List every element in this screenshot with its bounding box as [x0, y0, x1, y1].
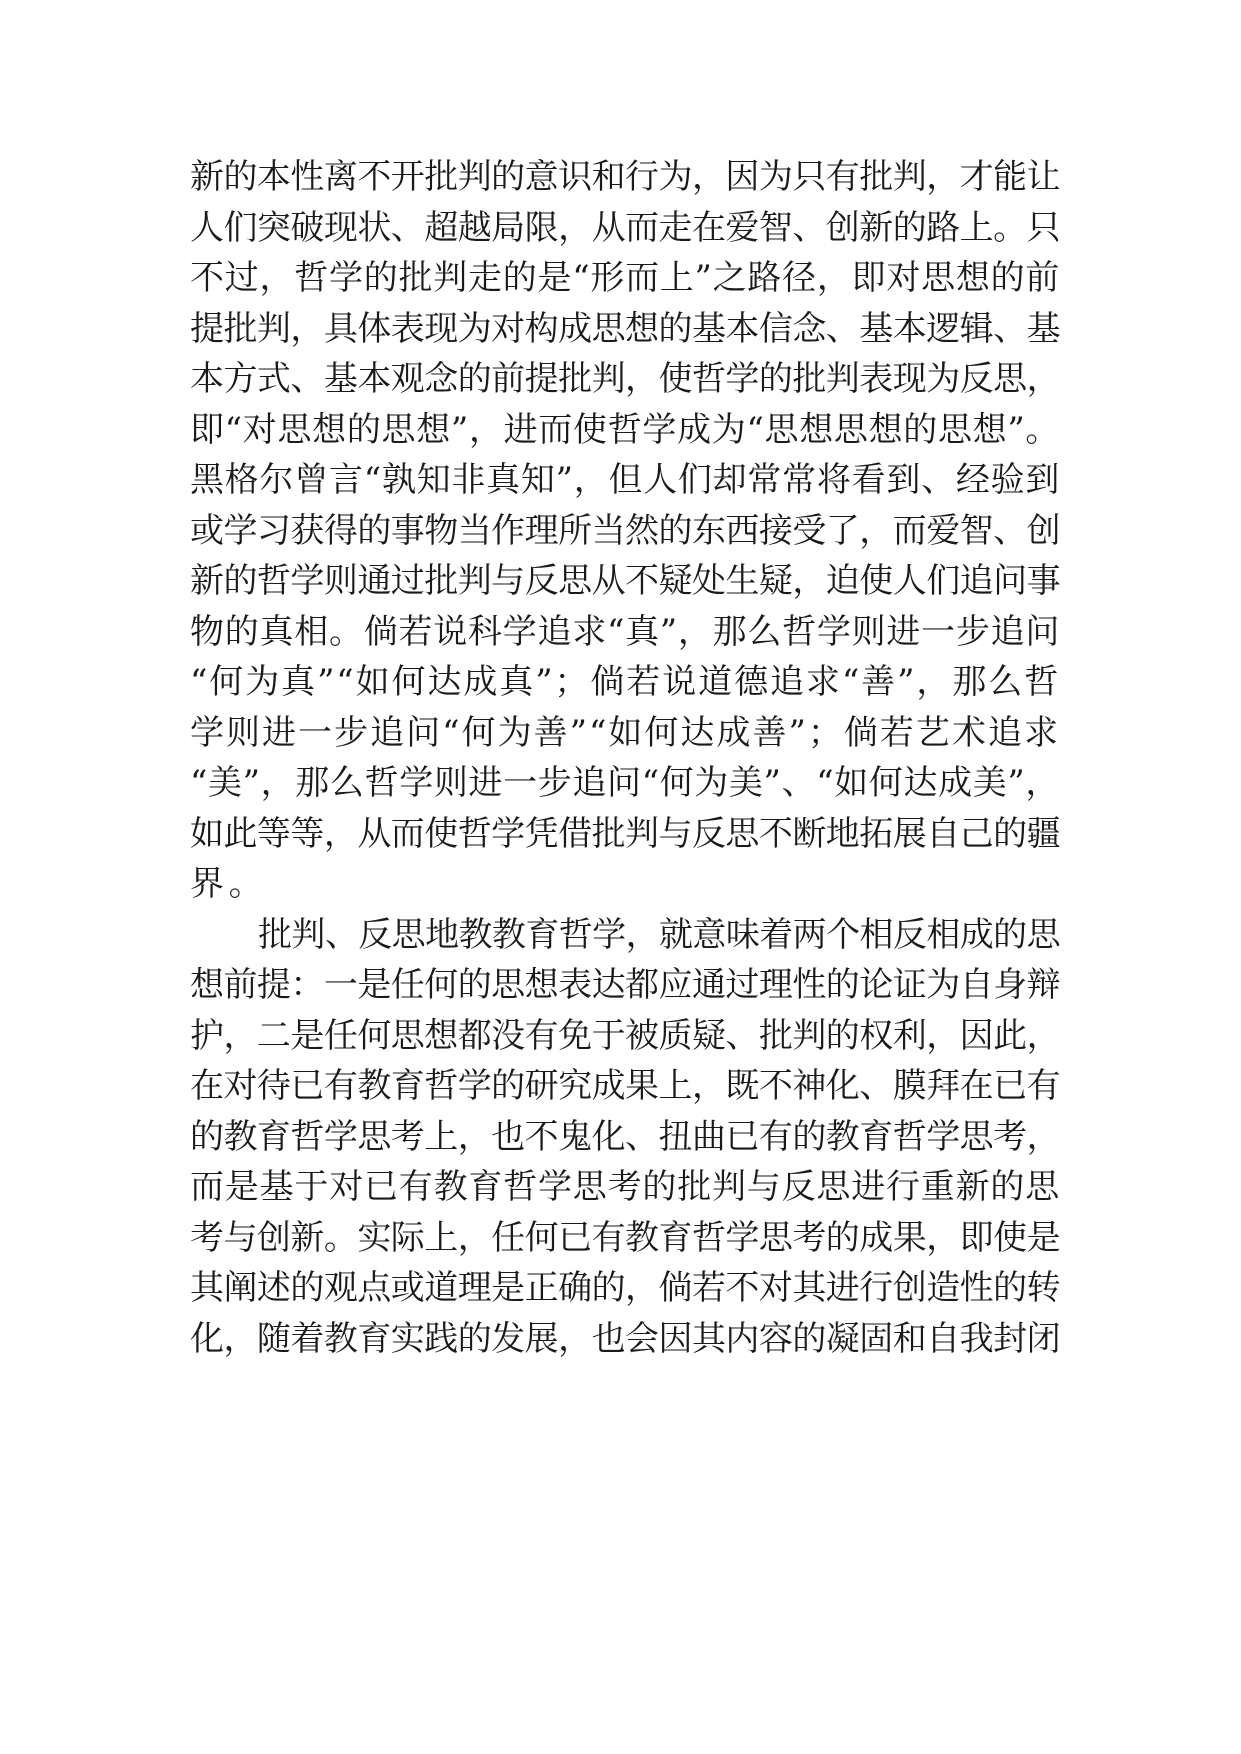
body-text — [190, 152, 1060, 1364]
text-line: 护，二是任何思想都没有免于被质疑、批判的权利，因此， — [190, 1015, 1060, 1056]
text-line: 新的本性离不开批判的意识和行为，因为只有批判，才能让 — [190, 157, 1060, 197]
text-line: 不过，哲学的批判走的是“形而上”之路径，即对思想的前 — [190, 258, 1060, 298]
text-line: 其阐述的观点或道理是正确的，倘若不对其进行创造性的转 — [190, 1268, 1060, 1308]
text-line: 物的真相。倘若说科学追求“真”，那么哲学则进一步追问 — [190, 611, 1060, 652]
text-line: 考与创新。实际上，任何已有教育哲学思考的成果，即使是 — [190, 1217, 1060, 1258]
text-line: 在对待已有教育哲学的研究成果上，既不神化、膜拜在已有 — [190, 1066, 1060, 1106]
text-line: 而是基于对已有教育哲学思考的批判与反思进行重新的思 — [190, 1167, 1060, 1207]
text-line: 新的哲学则通过批判与反思从不疑处生疑，迫使人们追问事 — [190, 561, 1060, 601]
text-line: 批判、反思地教教育哲学，就意味着两个相反相成的思 — [258, 914, 1060, 955]
text-line: 界。 — [190, 864, 268, 904]
text-line: 想前提：一是任何的思想表达都应通过理性的论证为自身辩 — [190, 965, 1060, 1005]
text-line: 提批判，具体表现为对构成思想的基本信念、基本逻辑、基 — [190, 308, 1060, 349]
text-line: 即“对思想的思想”，进而使哲学成为“思想思想的思想”。 — [190, 409, 1060, 450]
text-line: 化，随着教育实践的发展，也会因其内容的凝固和自我封闭 — [190, 1318, 1060, 1359]
text-line: 本方式、基本观念的前提批判，使哲学的批判表现为反思， — [190, 359, 1060, 399]
paragraph-1 — [190, 152, 1060, 910]
text-line: 学则进一步追问“何为善”“如何达成善”；倘若艺术追求 — [190, 712, 1060, 753]
text-line: 或学习获得的事物当作理所当然的东西接受了，而爱智、创 — [190, 510, 1060, 551]
paragraph-2 — [190, 910, 1060, 1365]
text-line: “何为真”“如何达成真”；倘若说道德追求“善”，那么哲 — [190, 662, 1060, 702]
text-line: 的教育哲学思考上，也不鬼化、扭曲已有的教育哲学思考， — [190, 1116, 1060, 1157]
text-line: 人们突破现状、超越局限，从而走在爱智、创新的路上。只 — [190, 207, 1060, 248]
text-line: “美”，那么哲学则进一步追问“何为美”、“如何达成美”， — [190, 763, 1060, 803]
text-line: 如此等等，从而使哲学凭借批判与反思不断地拓展自己的疆 — [190, 813, 1060, 854]
text-line: 黑格尔曾言“孰知非真知”，但人们却常常将看到、经验到 — [190, 460, 1060, 500]
